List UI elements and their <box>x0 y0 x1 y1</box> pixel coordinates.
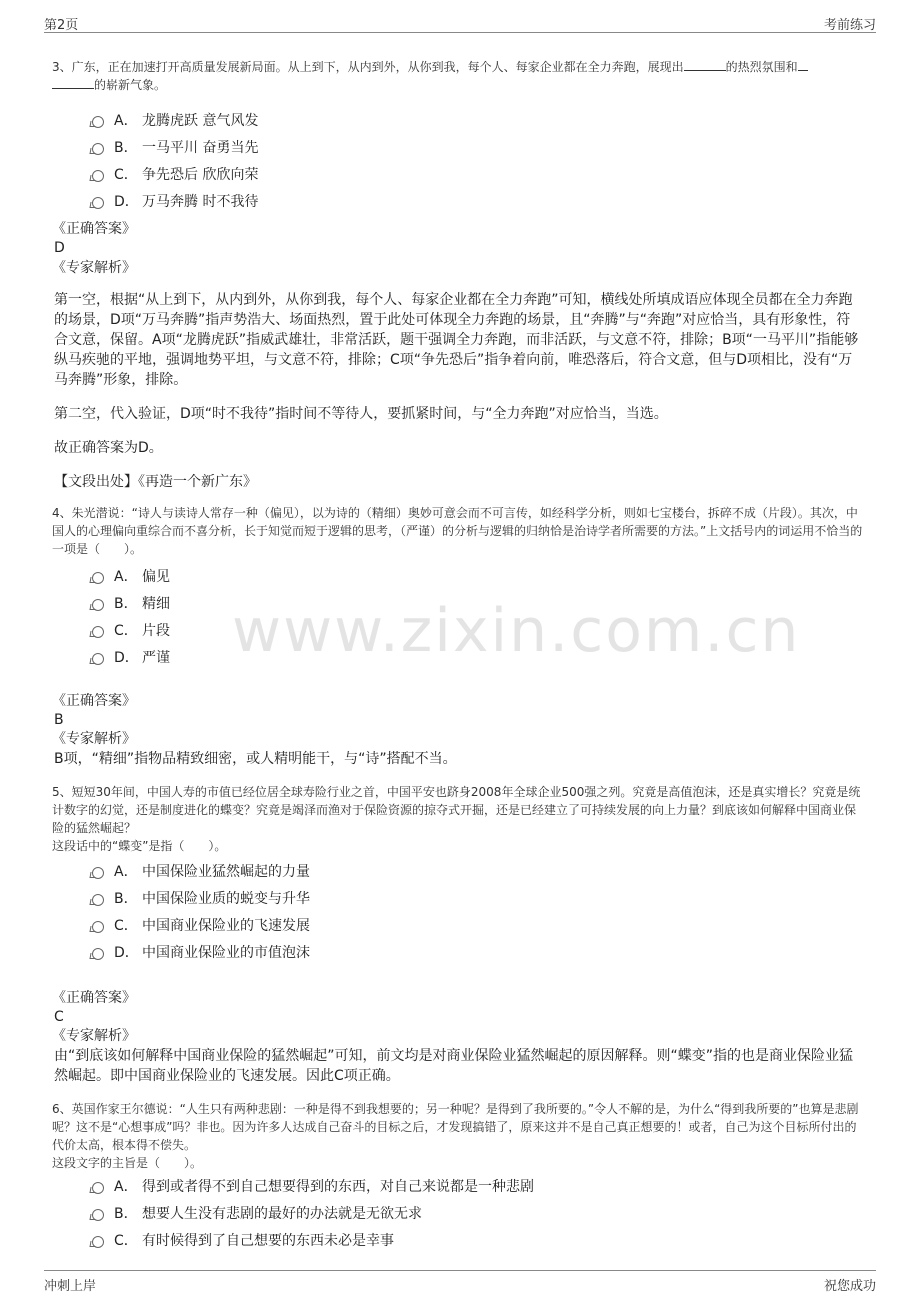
analysis-paragraph-3: 故正确答案为D。 <box>54 440 163 456</box>
question-5-prompt: 这段话中的“蝶变”是指（ ）。 <box>52 839 227 853</box>
option-a[interactable]: A． 龙腾虎跃 意气风发 <box>92 108 864 135</box>
question-3 <box>52 58 864 492</box>
footer-left-text: 冲刺上岸 <box>44 1279 97 1294</box>
radio-icon[interactable] <box>92 197 104 209</box>
answer: B <box>54 712 64 728</box>
source-note: 【文段出处】《再造一个新广东》 <box>54 474 257 490</box>
blank-2b <box>52 76 94 89</box>
option-d[interactable]: D． 严谨 <box>92 645 864 672</box>
radio-icon[interactable] <box>92 572 104 584</box>
option-c[interactable]: C． 争先恐后 欣欣向荣 <box>92 162 864 189</box>
option-b[interactable]: B． 想要人生没有悲剧的最好的办法就是无欲无求 <box>92 1201 864 1228</box>
option-c[interactable]: C． 片段 <box>92 618 864 645</box>
option-d[interactable]: D． 中国商业保险业的市值泡沫 <box>92 940 864 967</box>
question-4 <box>52 504 864 769</box>
question-6 <box>52 1100 864 1255</box>
answer-heading: 《正确答案》 <box>52 221 136 237</box>
analysis-heading: 《专家解析》 <box>52 260 136 276</box>
option-a[interactable]: A． 得到或者得不到自己想要得到的东西，对自己来说都是一种悲剧 <box>92 1174 864 1201</box>
radio-icon[interactable] <box>92 170 104 182</box>
question-5-options <box>92 859 864 967</box>
analysis-paragraph-1: 第一空，根据“从上到下，从内到外，从你到我，每个人、每家企业都在全力奔跑”可知，横线处所填成语应体现全员都在全力奔跑的场景，D项“万马奔腾”指声势浩大、场面热烈，置于此处可体现全力奔跑的场景，且“奔腾”与“奔跑”对应恰当，具有形象性，符合文意，保留。A项“龙腾虎跃”指威武雄壮，非常活跃，题干强调全力奔跑，而非活跃，与文意不符，排除；B项“一马平川”指能够纵马疾驰的平地，强调地势平坦，与文意不符，排除；C项“争先恐后”指争着向前，唯恐落后，符合文意，但与D项相比，没有“万马奔腾”形象，排除。 <box>54 292 859 388</box>
option-d[interactable]: D． 万马奔腾 时不我待 <box>92 189 864 216</box>
question-4-options <box>92 564 864 672</box>
radio-icon[interactable] <box>92 626 104 638</box>
radio-icon[interactable] <box>92 921 104 933</box>
analysis-paragraph: 由“到底该如何解释中国商业保险的猛然崛起”可知，前文均是对商业保险业猛然崛起的原因解释。则“蝶变”指的也是商业保险业猛然崛起。即中国商业保险业的飞速发展。因此C项正确。 <box>54 1048 854 1084</box>
answer: D <box>54 240 65 256</box>
watermark: www.zixin.com.cn <box>232 596 801 666</box>
radio-icon[interactable] <box>92 1209 104 1221</box>
radio-icon[interactable] <box>92 653 104 665</box>
radio-icon[interactable] <box>92 143 104 155</box>
option-a[interactable]: A． 偏见 <box>92 564 864 591</box>
footer-right-text: 祝您成功 <box>823 1279 876 1294</box>
radio-icon[interactable] <box>92 1182 104 1194</box>
question-6-stem: 6、英国作家王尔德说：“人生只有两种悲剧：一种是得不到我想要的；另一种呢？是得到了我所要的。”令人不解的是，为什么“得到我所要的”也算是悲剧呢？这不是“心想事成”吗？非也。因为许多人达成自己奋斗的目标之后，才发现搞错了，原来这并不是自己真正想要的！或者，自己为这个目标所付出的代价太高，根本得不偿失。 <box>52 1102 859 1152</box>
radio-icon[interactable] <box>92 116 104 128</box>
radio-icon[interactable] <box>92 1236 104 1248</box>
option-c[interactable]: C． 中国商业保险业的飞速发展 <box>92 913 864 940</box>
question-5-stem: 5、短短30年间，中国人寿的市值已经位居全球寿险行业之首，中国平安也跻身2008年全球企业500强之列。究竟是高值泡沫，还是真实增长？究竟是统计数字的幻觉，还是制度进化的蝶变？究竟是竭泽而渔对于保险资源的掠夺式开掘，还是已经建立了可持续发展的向上力量？到底该如何解释中国商业保险的猛然崛起？ <box>52 785 861 835</box>
blank-1 <box>684 58 726 71</box>
question-4-stem: 4、朱光潜说：“诗人与读诗人常存一种（偏见），以为诗的（精细）奥妙可意会而不可言传，如经科学分析，则如七宝楼台，拆碎不成（片段）。其次，中国人的心理偏向重综合而不喜分析，长于知觉而短于逻辑的思考，（严谨）的分析与逻辑的归纳恰是治诗学者所需要的方法。”上文括号内的词运用不恰当的一项是（ ）。 <box>52 506 863 556</box>
question-3-stem: 3、广东，正在加速打开高质量发展新局面。从上到下，从内到外，从你到我，每个人、每家企业都在全力奔跑，展现出 的热烈氛围和 的崭新气象。 <box>52 58 864 94</box>
analysis-paragraph: B项，“精细”指物品精致细密，或人精明能干，与“诗”搭配不当。 <box>54 751 457 767</box>
page-header <box>44 12 876 33</box>
question-3-options <box>92 108 864 216</box>
option-c[interactable]: C． 有时候得到了自己想要的东西未必是幸事 <box>92 1228 864 1255</box>
radio-icon[interactable] <box>92 599 104 611</box>
question-6-prompt: 这段文字的主旨是（ ）。 <box>52 1156 203 1170</box>
question-5 <box>52 783 864 1086</box>
analysis-heading: 《专家解析》 <box>52 1028 136 1044</box>
question-6-options <box>92 1174 864 1255</box>
option-b[interactable]: B． 精细 <box>92 591 864 618</box>
radio-icon[interactable] <box>92 867 104 879</box>
answer-heading: 《正确答案》 <box>52 693 136 709</box>
option-b[interactable]: B． 一马平川 奋勇当先 <box>92 135 864 162</box>
question-list <box>52 58 864 1255</box>
blank-2a <box>798 58 808 71</box>
answer: C <box>54 1009 64 1025</box>
header-title: 考前练习 <box>823 18 876 33</box>
radio-icon[interactable] <box>92 894 104 906</box>
analysis-heading: 《专家解析》 <box>52 731 136 747</box>
radio-icon[interactable] <box>92 948 104 960</box>
option-a[interactable]: A． 中国保险业猛然崛起的力量 <box>92 859 864 886</box>
answer-heading: 《正确答案》 <box>52 990 136 1006</box>
option-b[interactable]: B． 中国保险业质的蜕变与升华 <box>92 886 864 913</box>
analysis-paragraph-2: 第二空，代入验证，D项“时不我待”指时间不等待人，要抓紧时间，与“全力奔跑”对应恰当，当选。 <box>54 406 668 422</box>
page-footer <box>44 1270 876 1295</box>
page-number: 第2页 <box>44 18 79 33</box>
